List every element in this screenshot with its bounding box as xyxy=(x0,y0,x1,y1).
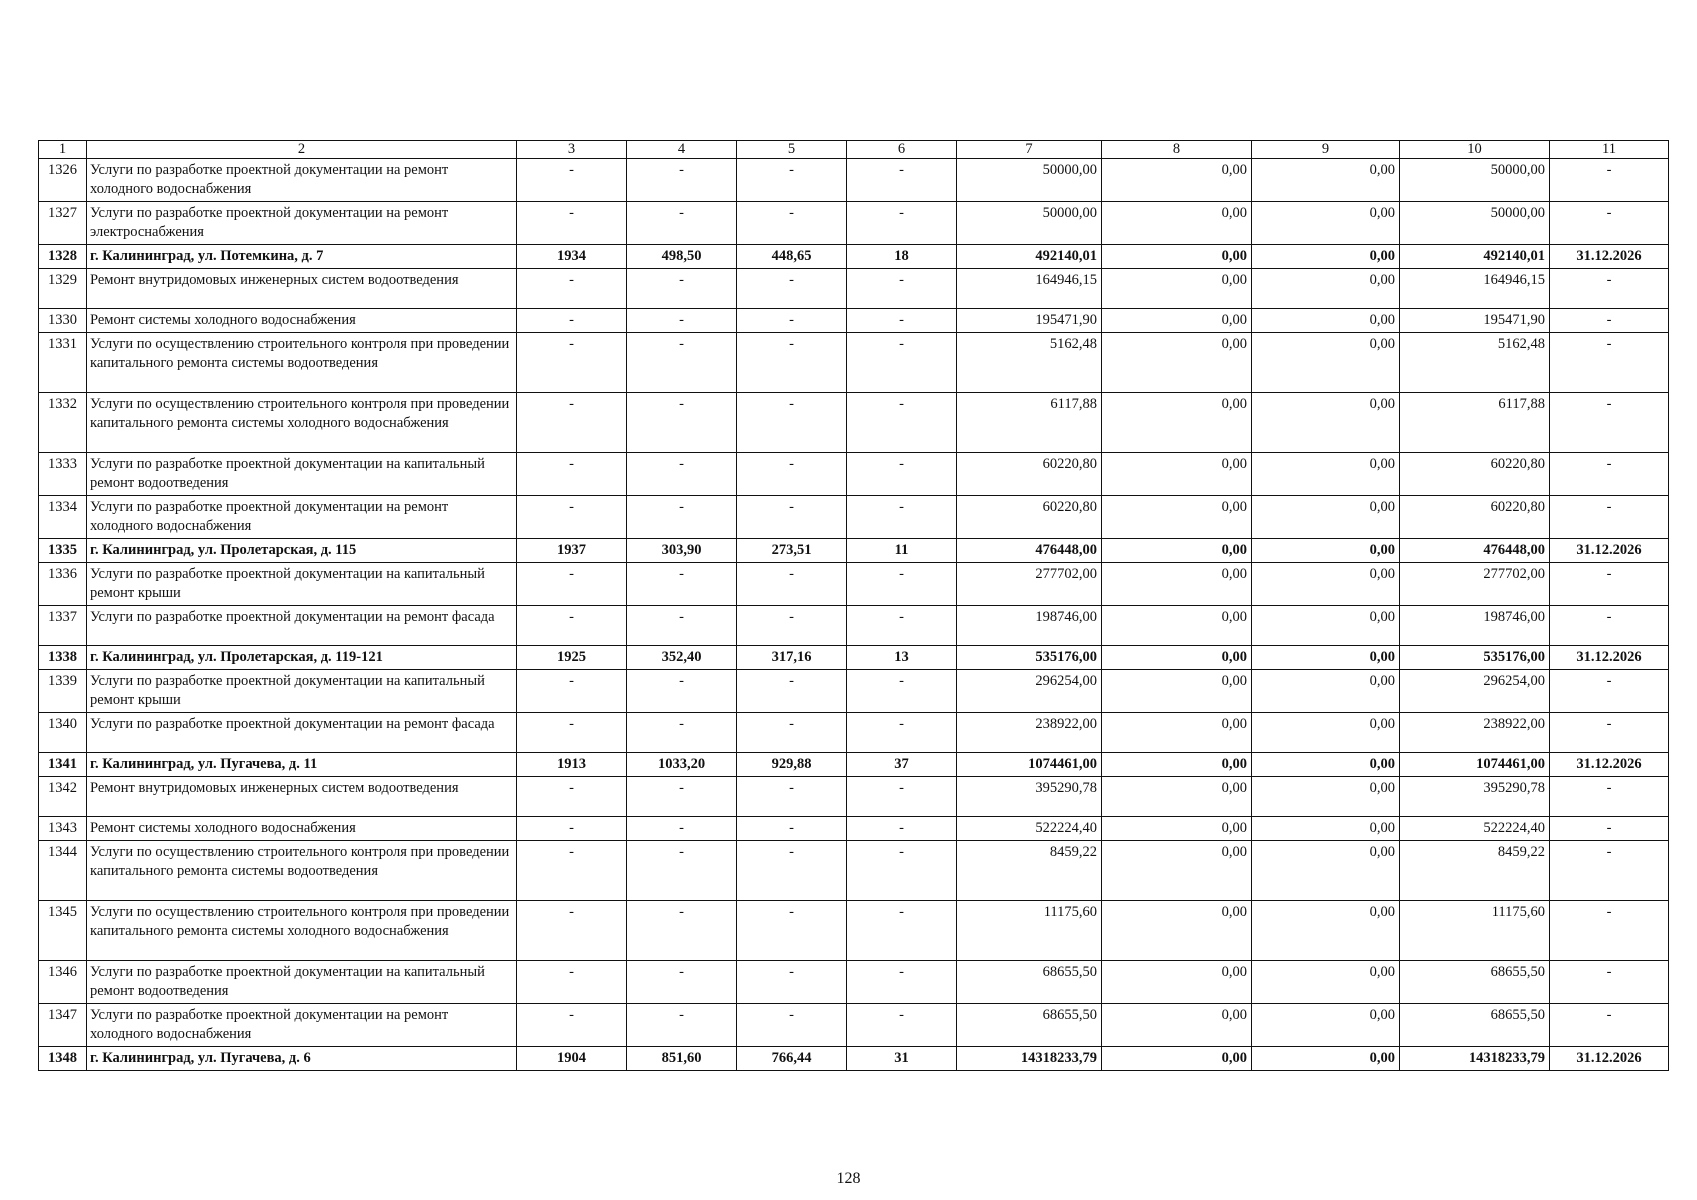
cell-residents: - xyxy=(847,713,957,753)
page-number: 128 xyxy=(836,1170,861,1187)
cell-year: - xyxy=(517,563,627,606)
cell-deadline: - xyxy=(1550,713,1669,753)
cell-owner-funds: 14318233,79 xyxy=(1400,1047,1550,1071)
cell-area-total: - xyxy=(627,333,737,393)
cell-fund-a: 0,00 xyxy=(1102,1047,1252,1071)
cell-owner-funds: 238922,00 xyxy=(1400,713,1550,753)
cell-deadline: - xyxy=(1550,309,1669,333)
cell-area-total: - xyxy=(627,159,737,202)
cell-row-number: 1340 xyxy=(39,713,87,753)
cell-row-number: 1337 xyxy=(39,606,87,646)
cell-residents: - xyxy=(847,159,957,202)
cell-owner-funds: 535176,00 xyxy=(1400,646,1550,670)
cell-owner-funds: 277702,00 xyxy=(1400,563,1550,606)
cell-deadline: 31.12.2026 xyxy=(1550,753,1669,777)
cell-owner-funds: 198746,00 xyxy=(1400,606,1550,646)
cell-description: Ремонт внутридомовых инженерных систем водоотведения xyxy=(87,777,517,817)
cell-area-living: - xyxy=(737,841,847,901)
cell-owner-funds: 60220,80 xyxy=(1400,496,1550,539)
cell-owner-funds: 6117,88 xyxy=(1400,393,1550,453)
cell-area-living: - xyxy=(737,670,847,713)
cell-fund-a: 0,00 xyxy=(1102,817,1252,841)
cell-description: Ремонт внутридомовых инженерных систем водоотведения xyxy=(87,269,517,309)
cell-year: - xyxy=(517,961,627,1004)
cell-deadline: - xyxy=(1550,159,1669,202)
table-row xyxy=(39,1004,1669,1047)
cell-area-total: - xyxy=(627,606,737,646)
table-row xyxy=(39,901,1669,961)
cell-fund-a: 0,00 xyxy=(1102,1004,1252,1047)
cell-description: Услуги по разработке проектной документации на ремонт холодного водоснабжения xyxy=(87,159,517,202)
cell-fund-b: 0,00 xyxy=(1252,753,1400,777)
cell-year: 1904 xyxy=(517,1047,627,1071)
cell-row-number: 1329 xyxy=(39,269,87,309)
cell-residents: - xyxy=(847,817,957,841)
cell-row-number: 1346 xyxy=(39,961,87,1004)
cell-fund-b: 0,00 xyxy=(1252,713,1400,753)
cell-fund-a: 0,00 xyxy=(1102,269,1252,309)
cell-owner-funds: 50000,00 xyxy=(1400,159,1550,202)
cell-year: - xyxy=(517,713,627,753)
cell-fund-a: 0,00 xyxy=(1102,496,1252,539)
cell-fund-b: 0,00 xyxy=(1252,901,1400,961)
cell-row-number: 1344 xyxy=(39,841,87,901)
cell-fund-b: 0,00 xyxy=(1252,496,1400,539)
table-row xyxy=(39,333,1669,393)
cell-year: - xyxy=(517,309,627,333)
cell-row-number: 1348 xyxy=(39,1047,87,1071)
cell-row-number: 1335 xyxy=(39,539,87,563)
cell-description: Услуги по разработке проектной документации на капитальный ремонт водоотведения xyxy=(87,453,517,496)
cell-fund-b: 0,00 xyxy=(1252,646,1400,670)
cell-area-total: 352,40 xyxy=(627,646,737,670)
cell-owner-funds: 5162,48 xyxy=(1400,333,1550,393)
cell-residents: 13 xyxy=(847,646,957,670)
cell-fund-a: 0,00 xyxy=(1102,539,1252,563)
cell-owner-funds: 68655,50 xyxy=(1400,961,1550,1004)
cell-row-number: 1342 xyxy=(39,777,87,817)
table-header xyxy=(39,141,1669,159)
header-col-10: 10 xyxy=(1400,141,1550,159)
cell-area-total: - xyxy=(627,713,737,753)
cell-area-living: 448,65 xyxy=(737,245,847,269)
cell-description: Услуги по разработке проектной документации на ремонт холодного водоснабжения xyxy=(87,1004,517,1047)
cell-description: Услуги по осуществлению строительного контроля при проведении капитального ремонта системы водоотведения xyxy=(87,841,517,901)
cell-deadline: - xyxy=(1550,817,1669,841)
cell-fund-a: 0,00 xyxy=(1102,393,1252,453)
cell-year: - xyxy=(517,777,627,817)
cell-fund-b: 0,00 xyxy=(1252,159,1400,202)
cell-year: - xyxy=(517,202,627,245)
cell-area-living: - xyxy=(737,269,847,309)
cell-row-number: 1330 xyxy=(39,309,87,333)
table-row xyxy=(39,961,1669,1004)
cell-fund-b: 0,00 xyxy=(1252,453,1400,496)
cell-fund-a: 0,00 xyxy=(1102,670,1252,713)
table-row-address xyxy=(39,539,1669,563)
cell-area-total: - xyxy=(627,841,737,901)
cell-description: Ремонт системы холодного водоснабжения xyxy=(87,309,517,333)
cell-deadline: - xyxy=(1550,269,1669,309)
cell-deadline: - xyxy=(1550,333,1669,393)
cell-deadline: - xyxy=(1550,777,1669,817)
cell-year: - xyxy=(517,453,627,496)
cell-owner-funds: 1074461,00 xyxy=(1400,753,1550,777)
cell-residents: - xyxy=(847,453,957,496)
cell-fund-b: 0,00 xyxy=(1252,777,1400,817)
cell-area-total: 851,60 xyxy=(627,1047,737,1071)
cell-area-total: - xyxy=(627,269,737,309)
cell-cost-total: 68655,50 xyxy=(957,961,1102,1004)
cell-fund-a: 0,00 xyxy=(1102,777,1252,817)
cell-area-living: - xyxy=(737,393,847,453)
cell-year: - xyxy=(517,159,627,202)
cell-row-number: 1347 xyxy=(39,1004,87,1047)
cell-year: - xyxy=(517,333,627,393)
capital-repair-table xyxy=(38,140,1669,1071)
cell-residents: 18 xyxy=(847,245,957,269)
cell-area-total: - xyxy=(627,309,737,333)
cell-fund-b: 0,00 xyxy=(1252,817,1400,841)
cell-description: Ремонт системы холодного водоснабжения xyxy=(87,817,517,841)
cell-year: - xyxy=(517,670,627,713)
cell-residents: - xyxy=(847,901,957,961)
cell-deadline: - xyxy=(1550,1004,1669,1047)
header-col-3: 3 xyxy=(517,141,627,159)
cell-area-total: - xyxy=(627,777,737,817)
cell-fund-a: 0,00 xyxy=(1102,309,1252,333)
cell-year: - xyxy=(517,817,627,841)
cell-fund-b: 0,00 xyxy=(1252,841,1400,901)
cell-year: - xyxy=(517,606,627,646)
cell-year: 1913 xyxy=(517,753,627,777)
cell-cost-total: 535176,00 xyxy=(957,646,1102,670)
table-row xyxy=(39,841,1669,901)
cell-cost-total: 8459,22 xyxy=(957,841,1102,901)
cell-row-number: 1339 xyxy=(39,670,87,713)
header-row xyxy=(39,141,1669,159)
cell-fund-b: 0,00 xyxy=(1252,393,1400,453)
cell-owner-funds: 8459,22 xyxy=(1400,841,1550,901)
cell-area-total: - xyxy=(627,817,737,841)
cell-owner-funds: 50000,00 xyxy=(1400,202,1550,245)
table-row-address xyxy=(39,245,1669,269)
cell-area-living: 317,16 xyxy=(737,646,847,670)
cell-area-living: - xyxy=(737,563,847,606)
cell-cost-total: 1074461,00 xyxy=(957,753,1102,777)
cell-owner-funds: 395290,78 xyxy=(1400,777,1550,817)
cell-area-total: - xyxy=(627,961,737,1004)
table-row xyxy=(39,817,1669,841)
cell-year: - xyxy=(517,496,627,539)
cell-deadline: - xyxy=(1550,961,1669,1004)
cell-residents: - xyxy=(847,1004,957,1047)
header-col-6: 6 xyxy=(847,141,957,159)
cell-fund-a: 0,00 xyxy=(1102,333,1252,393)
table-row xyxy=(39,269,1669,309)
cell-area-living: 273,51 xyxy=(737,539,847,563)
cell-description: Услуги по разработке проектной документации на ремонт холодного водоснабжения xyxy=(87,496,517,539)
cell-deadline: - xyxy=(1550,901,1669,961)
cell-fund-b: 0,00 xyxy=(1252,961,1400,1004)
cell-year: 1934 xyxy=(517,245,627,269)
cell-cost-total: 68655,50 xyxy=(957,1004,1102,1047)
cell-year: - xyxy=(517,901,627,961)
cell-cost-total: 296254,00 xyxy=(957,670,1102,713)
cell-description: Услуги по разработке проектной документации на ремонт электроснабжения xyxy=(87,202,517,245)
cell-row-number: 1336 xyxy=(39,563,87,606)
cell-description: г. Калининград, ул. Потемкина, д. 7 xyxy=(87,245,517,269)
cell-row-number: 1331 xyxy=(39,333,87,393)
cell-description: г. Калининград, ул. Пролетарская, д. 115 xyxy=(87,539,517,563)
cell-cost-total: 60220,80 xyxy=(957,496,1102,539)
header-col-2: 2 xyxy=(87,141,517,159)
cell-owner-funds: 164946,15 xyxy=(1400,269,1550,309)
cell-owner-funds: 68655,50 xyxy=(1400,1004,1550,1047)
cell-deadline: - xyxy=(1550,453,1669,496)
cell-row-number: 1328 xyxy=(39,245,87,269)
cell-description: Услуги по осуществлению строительного контроля при проведении капитального ремонта системы холодного водоснабжения xyxy=(87,393,517,453)
cell-cost-total: 198746,00 xyxy=(957,606,1102,646)
cell-residents: - xyxy=(847,393,957,453)
table-row xyxy=(39,563,1669,606)
cell-fund-a: 0,00 xyxy=(1102,606,1252,646)
cell-owner-funds: 296254,00 xyxy=(1400,670,1550,713)
cell-area-living: - xyxy=(737,309,847,333)
cell-deadline: - xyxy=(1550,393,1669,453)
cell-area-total: 498,50 xyxy=(627,245,737,269)
cell-fund-b: 0,00 xyxy=(1252,269,1400,309)
cell-fund-a: 0,00 xyxy=(1102,245,1252,269)
cell-fund-b: 0,00 xyxy=(1252,606,1400,646)
cell-row-number: 1343 xyxy=(39,817,87,841)
table-row xyxy=(39,606,1669,646)
cell-area-living: - xyxy=(737,817,847,841)
cell-owner-funds: 11175,60 xyxy=(1400,901,1550,961)
cell-area-living: - xyxy=(737,159,847,202)
cell-residents: 11 xyxy=(847,539,957,563)
header-col-7: 7 xyxy=(957,141,1102,159)
cell-year: 1937 xyxy=(517,539,627,563)
cell-cost-total: 5162,48 xyxy=(957,333,1102,393)
cell-fund-b: 0,00 xyxy=(1252,245,1400,269)
cell-description: Услуги по разработке проектной документации на капитальный ремонт водоотведения xyxy=(87,961,517,1004)
cell-deadline: - xyxy=(1550,496,1669,539)
cell-owner-funds: 60220,80 xyxy=(1400,453,1550,496)
cell-fund-b: 0,00 xyxy=(1252,309,1400,333)
cell-area-living: - xyxy=(737,496,847,539)
cell-area-living: - xyxy=(737,713,847,753)
cell-deadline: 31.12.2026 xyxy=(1550,646,1669,670)
cell-area-total: - xyxy=(627,496,737,539)
cell-year: - xyxy=(517,841,627,901)
cell-area-total: - xyxy=(627,202,737,245)
cell-fund-b: 0,00 xyxy=(1252,1047,1400,1071)
cell-cost-total: 395290,78 xyxy=(957,777,1102,817)
cell-fund-b: 0,00 xyxy=(1252,202,1400,245)
cell-description: Услуги по осуществлению строительного контроля при проведении капитального ремонта системы водоотведения xyxy=(87,333,517,393)
cell-cost-total: 14318233,79 xyxy=(957,1047,1102,1071)
cell-area-total: - xyxy=(627,563,737,606)
table-row xyxy=(39,670,1669,713)
cell-residents: - xyxy=(847,309,957,333)
table-row xyxy=(39,159,1669,202)
cell-year: - xyxy=(517,1004,627,1047)
cell-residents: - xyxy=(847,841,957,901)
cell-owner-funds: 522224,40 xyxy=(1400,817,1550,841)
cell-residents: - xyxy=(847,563,957,606)
cell-area-living: - xyxy=(737,333,847,393)
cell-owner-funds: 492140,01 xyxy=(1400,245,1550,269)
cell-residents: 31 xyxy=(847,1047,957,1071)
cell-area-total: - xyxy=(627,453,737,496)
table-row-address xyxy=(39,753,1669,777)
cell-area-living: - xyxy=(737,202,847,245)
cell-area-total: - xyxy=(627,901,737,961)
cell-description: г. Калининград, ул. Пугачева, д. 11 xyxy=(87,753,517,777)
header-col-8: 8 xyxy=(1102,141,1252,159)
table-row xyxy=(39,202,1669,245)
cell-owner-funds: 195471,90 xyxy=(1400,309,1550,333)
header-col-11: 11 xyxy=(1550,141,1669,159)
cell-row-number: 1341 xyxy=(39,753,87,777)
cell-residents: - xyxy=(847,333,957,393)
cell-description: Услуги по разработке проектной документации на ремонт фасада xyxy=(87,606,517,646)
table-row xyxy=(39,713,1669,753)
cell-residents: - xyxy=(847,670,957,713)
cell-area-total: 303,90 xyxy=(627,539,737,563)
cell-fund-a: 0,00 xyxy=(1102,961,1252,1004)
header-col-1: 1 xyxy=(39,141,87,159)
cell-area-living: 766,44 xyxy=(737,1047,847,1071)
cell-year: - xyxy=(517,393,627,453)
cell-fund-a: 0,00 xyxy=(1102,841,1252,901)
cell-residents: - xyxy=(847,606,957,646)
cell-row-number: 1332 xyxy=(39,393,87,453)
header-col-4: 4 xyxy=(627,141,737,159)
table-row xyxy=(39,777,1669,817)
cell-fund-a: 0,00 xyxy=(1102,563,1252,606)
table-row xyxy=(39,453,1669,496)
cell-cost-total: 11175,60 xyxy=(957,901,1102,961)
cell-cost-total: 164946,15 xyxy=(957,269,1102,309)
table-row xyxy=(39,393,1669,453)
cell-deadline: 31.12.2026 xyxy=(1550,1047,1669,1071)
cell-area-living: - xyxy=(737,453,847,496)
cell-cost-total: 476448,00 xyxy=(957,539,1102,563)
cell-deadline: - xyxy=(1550,841,1669,901)
cell-deadline: - xyxy=(1550,606,1669,646)
cell-deadline: - xyxy=(1550,670,1669,713)
cell-year: - xyxy=(517,269,627,309)
table-row xyxy=(39,496,1669,539)
cell-row-number: 1327 xyxy=(39,202,87,245)
cell-cost-total: 522224,40 xyxy=(957,817,1102,841)
cell-deadline: - xyxy=(1550,563,1669,606)
cell-residents: - xyxy=(847,269,957,309)
cell-description: Услуги по разработке проектной документации на капитальный ремонт крыши xyxy=(87,670,517,713)
cell-fund-a: 0,00 xyxy=(1102,646,1252,670)
cell-row-number: 1345 xyxy=(39,901,87,961)
cell-area-total: 1033,20 xyxy=(627,753,737,777)
cell-residents: - xyxy=(847,496,957,539)
cell-description: г. Калининград, ул. Пугачева, д. 6 xyxy=(87,1047,517,1071)
table-row-address xyxy=(39,646,1669,670)
cell-residents: - xyxy=(847,777,957,817)
cell-area-living: - xyxy=(737,901,847,961)
cell-description: Услуги по разработке проектной документации на ремонт фасада xyxy=(87,713,517,753)
cell-owner-funds: 476448,00 xyxy=(1400,539,1550,563)
cell-area-total: - xyxy=(627,1004,737,1047)
table-body xyxy=(39,159,1669,1071)
cell-description: Услуги по разработке проектной документации на капитальный ремонт крыши xyxy=(87,563,517,606)
cell-row-number: 1333 xyxy=(39,453,87,496)
cell-deadline: - xyxy=(1550,202,1669,245)
cell-area-total: - xyxy=(627,670,737,713)
cell-cost-total: 60220,80 xyxy=(957,453,1102,496)
cell-residents: - xyxy=(847,961,957,1004)
table-row-address xyxy=(39,1047,1669,1071)
cell-area-living: - xyxy=(737,606,847,646)
cell-cost-total: 238922,00 xyxy=(957,713,1102,753)
cell-fund-b: 0,00 xyxy=(1252,670,1400,713)
cell-cost-total: 50000,00 xyxy=(957,159,1102,202)
cell-fund-a: 0,00 xyxy=(1102,453,1252,496)
header-col-9: 9 xyxy=(1252,141,1400,159)
cell-area-total: - xyxy=(627,393,737,453)
table-row xyxy=(39,309,1669,333)
header-col-5: 5 xyxy=(737,141,847,159)
cell-fund-a: 0,00 xyxy=(1102,159,1252,202)
cell-residents: - xyxy=(847,202,957,245)
cell-fund-b: 0,00 xyxy=(1252,333,1400,393)
cell-fund-a: 0,00 xyxy=(1102,713,1252,753)
cell-year: 1925 xyxy=(517,646,627,670)
cell-fund-a: 0,00 xyxy=(1102,901,1252,961)
cell-cost-total: 50000,00 xyxy=(957,202,1102,245)
cell-deadline: 31.12.2026 xyxy=(1550,539,1669,563)
cell-fund-a: 0,00 xyxy=(1102,202,1252,245)
cell-row-number: 1334 xyxy=(39,496,87,539)
cell-residents: 37 xyxy=(847,753,957,777)
cell-cost-total: 195471,90 xyxy=(957,309,1102,333)
cell-description: Услуги по осуществлению строительного контроля при проведении капитального ремонта системы холодного водоснабжения xyxy=(87,901,517,961)
cell-fund-a: 0,00 xyxy=(1102,753,1252,777)
cell-area-living: 929,88 xyxy=(737,753,847,777)
cell-cost-total: 277702,00 xyxy=(957,563,1102,606)
cell-area-living: - xyxy=(737,777,847,817)
cell-cost-total: 492140,01 xyxy=(957,245,1102,269)
cell-fund-b: 0,00 xyxy=(1252,1004,1400,1047)
cell-fund-b: 0,00 xyxy=(1252,563,1400,606)
cell-deadline: 31.12.2026 xyxy=(1550,245,1669,269)
cell-area-living: - xyxy=(737,961,847,1004)
cell-row-number: 1326 xyxy=(39,159,87,202)
cell-description: г. Калининград, ул. Пролетарская, д. 119-121 xyxy=(87,646,517,670)
cell-row-number: 1338 xyxy=(39,646,87,670)
cell-area-living: - xyxy=(737,1004,847,1047)
cell-cost-total: 6117,88 xyxy=(957,393,1102,453)
cell-fund-b: 0,00 xyxy=(1252,539,1400,563)
